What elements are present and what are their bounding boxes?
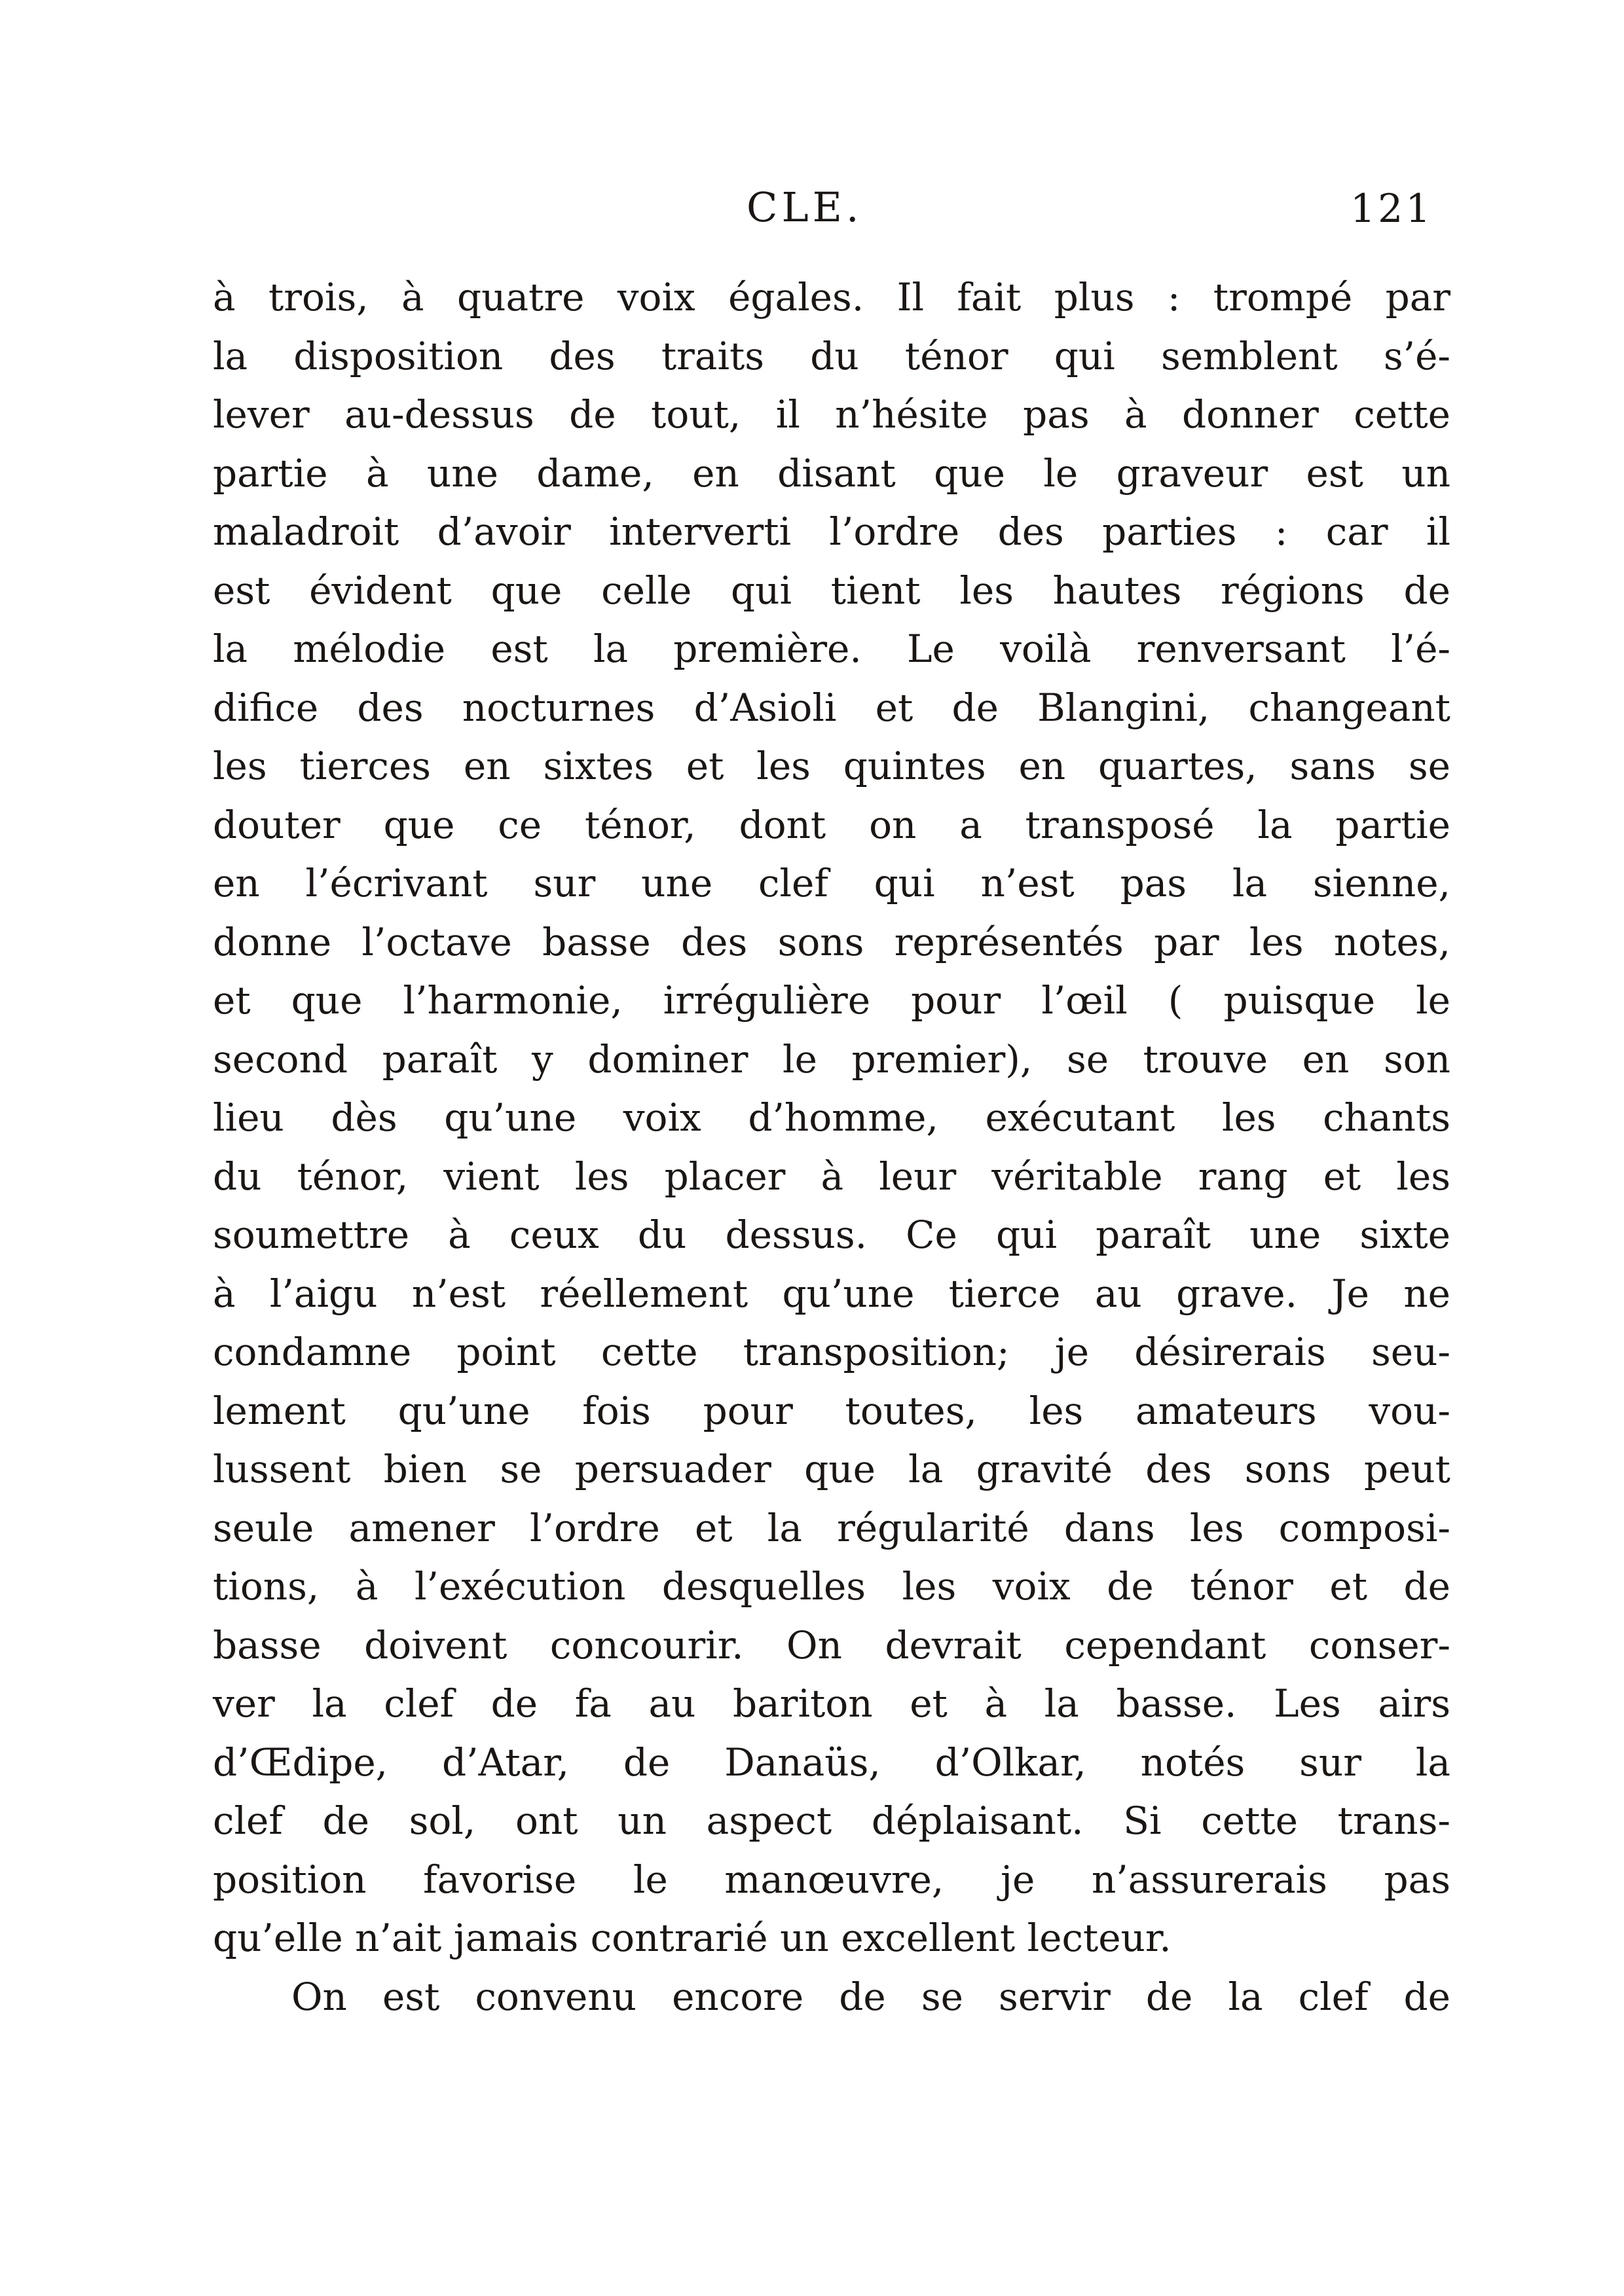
paragraph-start-line: On est convenu encore de se servir de la clef de — [291, 1974, 1450, 2019]
text-line: basse doivent concourir. On devrait cependant conser- — [213, 1622, 1450, 1667]
text-line: tions, à l’exécution desquelles les voix de ténor et de — [213, 1564, 1450, 1609]
text-line: est évident que celle qui tient les hautes régions de — [213, 568, 1450, 613]
text-line: soumettre à ceux du dessus. Ce qui paraît une sixte — [213, 1212, 1450, 1257]
text-line: du ténor, vient les placer à leur véritable rang et les — [213, 1154, 1450, 1199]
text-line: maladroit d’avoir interverti l’ordre des parties : car il — [213, 509, 1450, 554]
text-line: partie à une dame, en disant que le graveur est un — [213, 450, 1450, 496]
body-text — [213, 268, 1450, 2026]
text-line: à l’aigu n’est réellement qu’une tierce au grave. Je ne — [213, 1271, 1450, 1316]
text-line: les tierces en sixtes et les quintes en quartes, sans se — [213, 744, 1450, 788]
text-line: la disposition des traits du ténor qui semblent s’é- — [213, 333, 1450, 378]
text-line: clef de sol, ont un aspect déplaisant. Si cette trans- — [213, 1798, 1450, 1843]
text-line: second paraît y dominer le premier), se trouve en son — [213, 1036, 1450, 1082]
text-line: ver la clef de fa au bariton et à la basse. Les airs — [213, 1681, 1450, 1726]
text-line: à trois, à quatre voix égales. Il fait plus : trompé par — [213, 275, 1450, 319]
text-line: lieu dès qu’une voix d’homme, exécutant les chants — [213, 1095, 1450, 1140]
text-line: condamne point cette transposition; je désirerais seu- — [213, 1330, 1450, 1374]
text-line: en l’écrivant sur une clef qui n’est pas la sienne, — [213, 861, 1450, 905]
text-line: difice des nocturnes d’Asioli et de Blangini, changeant — [213, 685, 1450, 730]
text-line: seule amener l’ordre et la régularité dans les composi- — [213, 1505, 1450, 1550]
page-number: 121 — [1350, 186, 1433, 232]
text-line: position favorise le manœuvre, je n’assurerais pas — [213, 1857, 1450, 1902]
text-line: d’Œdipe, d’Atar, de Danaüs, d’Olkar, notés sur la — [213, 1740, 1450, 1785]
page-header — [0, 183, 1624, 262]
text-line: lever au-dessus de tout, il n’hésite pas à donner cette — [213, 392, 1450, 437]
text-line: douter que ce ténor, dont on a transposé la partie — [213, 802, 1450, 847]
text-line: la mélodie est la première. Le voilà renversant l’é- — [213, 627, 1450, 671]
text-line: lement qu’une fois pour toutes, les amateurs vou- — [213, 1388, 1450, 1433]
running-title: CLE. — [747, 183, 863, 231]
text-line: donne l’octave basse des sons représentés par les notes, — [213, 919, 1450, 964]
text-line: et que l’harmonie, irrégulière pour l’œil ( puisque le — [213, 978, 1450, 1023]
paragraph-end-line: qu’elle n’ait jamais contrarié un excellent lecteur. — [213, 1916, 1172, 1960]
text-line: lussent bien se persuader que la gravité des sons peut — [213, 1447, 1450, 1491]
